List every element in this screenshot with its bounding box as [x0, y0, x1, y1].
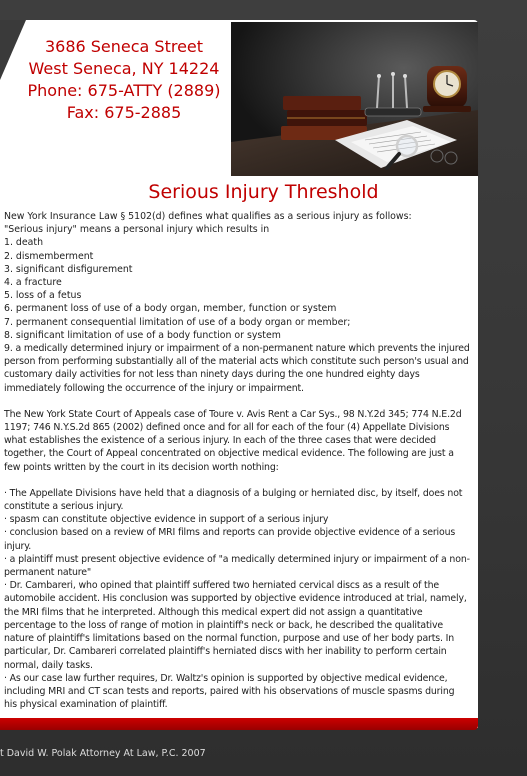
list-item: 6. permanent loss of use of a body organ, member, function or system: [4, 303, 337, 315]
bullet-point: · The Appellate Divisions have held that a diagnosis of a bulging or herniated disc, by itself, does not constitute a serious injury.: [4, 487, 463, 513]
list-item: 5. loss of a fetus: [4, 290, 82, 302]
list-item: 2. dismemberment: [4, 250, 94, 262]
bullet-point: · a plaintiff must present objective evidence of "a medically determined injury or impairment of a non-permanent nature": [4, 553, 470, 579]
list-item: 8. significant limitation of use of a body function or system: [4, 329, 281, 341]
bullet-point: · conclusion based on a review of MRI films and reports can provide objective evidence of a serious injury.: [4, 527, 456, 552]
city-state-zip: West Seneca, NY 14224: [28, 59, 220, 78]
header-photo: [231, 22, 478, 176]
footer-copyright: t David W. Polak Attorney At Law, P.C. 2007: [0, 748, 206, 759]
list-item: 1. death: [4, 237, 44, 249]
phone-number: Phone: 675-ATTY (2889): [27, 81, 221, 100]
bullet-point: · spasm can constitute objective evidence in support of a serious injury: [4, 514, 329, 526]
page-title: Serious Injury Threshold: [148, 181, 379, 203]
fax-number: Fax: 675-2885: [66, 103, 182, 122]
intro-line: New York Insurance Law § 5102(d) defines what qualifies as a serious injury as follows:: [4, 211, 412, 222]
card-bottom-bar: [0, 718, 478, 730]
list-item: 3. significant disfigurement: [4, 263, 133, 275]
bullet-point: · As our case law further requires, Dr. Waltz's opinion is supported by objective medical evidence, including MRI and CT scan tests and reports, paired with his observations of muscle spasms during his physical examination of plaintiff.: [4, 672, 455, 711]
court-paragraph: The New York State Court of Appeals case of Toure v. Avis Rent a Car Sys., 98 N.Y.2d 345; 774 N.E.2d 1197; 746 N.Y.S.2d 865 (2002) defined once and for all for each of the four (4) Appellate Divisions what establishes the existence of a serious injury. In each of the three cases that were decided together, the Court of Appeal concentrated on objective medical evidence. The following are just a few points written by the court in its decision worth nothing:: [4, 408, 462, 473]
article-body: [4, 210, 470, 711]
paragraph-spacer: [4, 474, 470, 487]
paragraph-spacer: [4, 395, 470, 408]
list-item: 9. a medically determined injury or impairment of a non-permanent nature which prevents the injured person from performing substantially all of the material acts which constitute such person's usual and customary daily activities for not less than ninety days during the one hundred eighty days immediately following the occurrence of the injury or impairment.: [4, 343, 470, 394]
desk-scene-image: [231, 22, 478, 176]
list-item: 4. a fracture: [4, 277, 62, 289]
street-address: 3686 Seneca Street: [44, 37, 204, 56]
bullet-point: · Dr. Cambareri, who opined that plaintiff suffered two herniated cervical discs as a result of the automobile accident. His conclusion was supported by objective evidence introduced at trial, namely, the MRI films that he interpreted. Although this medical expert did not assign a quantitative percentage to the loss of range of motion in plaintiff's neck or back, he described the qualitative nature of plaintiff's limitations based on the normal function, purpose and use of her body parts. In particular, Dr. Cambareri correlated plaintiff's herniated discs with her inability to perform certain normal, daily tasks.: [4, 580, 467, 671]
intro-line: "Serious injury" means a personal injury which results in: [4, 224, 270, 236]
contact-block: [0, 36, 248, 124]
list-item: 7. permanent consequential limitation of use of a body organ or member;: [4, 316, 351, 328]
